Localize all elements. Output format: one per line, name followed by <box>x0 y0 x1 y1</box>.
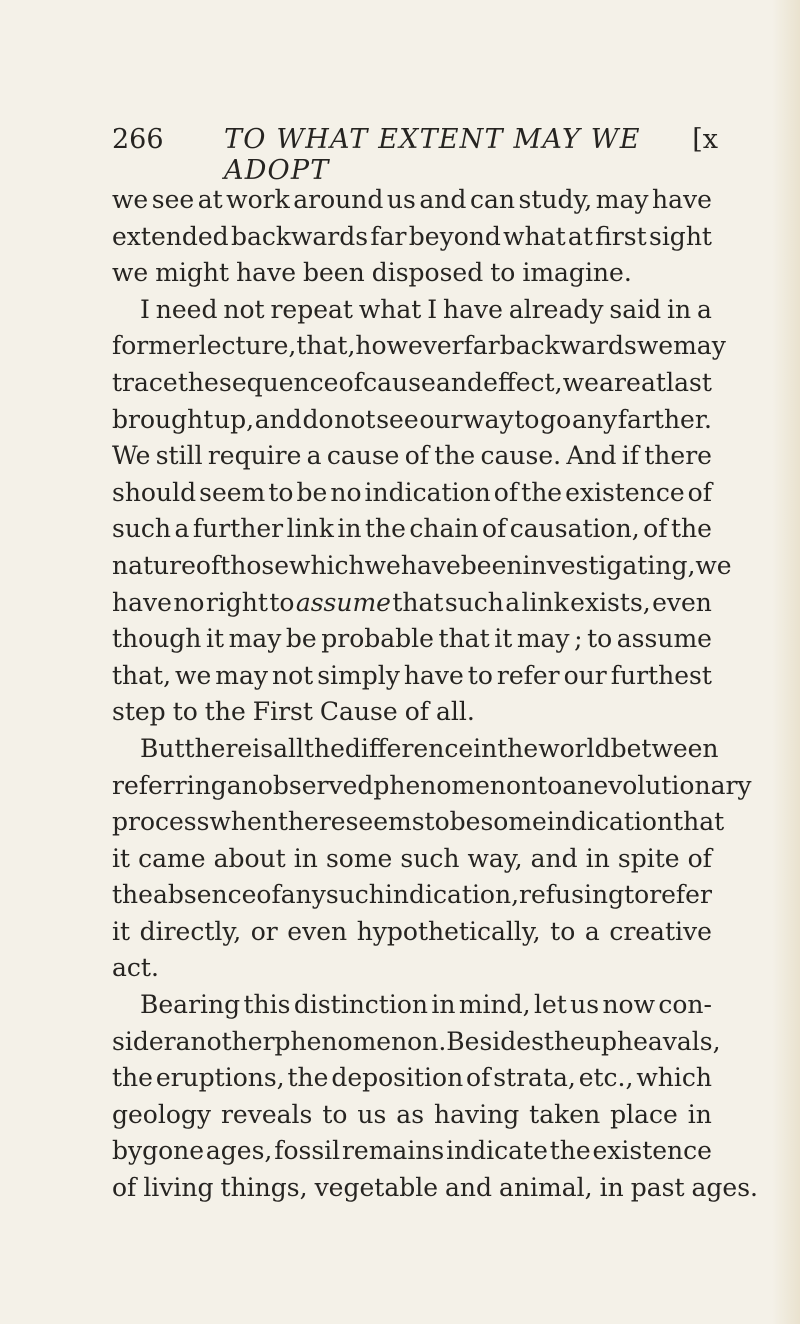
word: the <box>549 1136 591 1166</box>
text-line <box>112 621 712 658</box>
word: indicate <box>446 1136 548 1166</box>
word: of <box>466 1063 491 1093</box>
text-line <box>112 877 712 914</box>
word: First <box>252 697 313 727</box>
word: have <box>236 258 296 288</box>
word: we <box>364 550 401 580</box>
word: Cause <box>319 697 398 727</box>
word: that <box>392 587 444 617</box>
word: in <box>337 514 362 544</box>
word: those <box>220 550 290 580</box>
word: in <box>687 1099 712 1129</box>
word: cause <box>363 367 436 397</box>
word: of <box>643 514 668 544</box>
word: absence <box>152 880 257 910</box>
word: step <box>112 697 166 727</box>
word: study, <box>518 185 593 214</box>
word: such <box>325 880 385 910</box>
word: another <box>175 1026 275 1056</box>
word: con- <box>658 990 712 1020</box>
word: geology <box>112 1099 212 1129</box>
text-line <box>112 987 712 1024</box>
text-line <box>112 841 712 878</box>
word: far <box>370 221 407 251</box>
word: to <box>587 624 613 654</box>
word: that <box>673 807 725 837</box>
running-head <box>112 124 718 186</box>
text-line <box>112 219 712 256</box>
word: about <box>213 843 286 873</box>
word: may <box>215 660 268 690</box>
word: as <box>396 1099 425 1129</box>
word: require <box>207 441 302 471</box>
word: ; <box>574 624 583 654</box>
text-line <box>112 914 712 951</box>
word: there <box>644 441 712 471</box>
text-line <box>112 658 712 695</box>
word: such <box>112 514 172 544</box>
text-line <box>112 768 752 805</box>
section-marker: [x <box>692 124 718 155</box>
word: the <box>303 733 345 763</box>
word: the <box>204 697 246 727</box>
text-line <box>112 438 712 475</box>
word: to <box>467 660 493 690</box>
word: taken <box>529 1099 601 1129</box>
word: extended <box>112 221 229 251</box>
word: the <box>434 441 476 471</box>
word: we <box>562 367 599 397</box>
word: trace <box>112 367 178 397</box>
word: it <box>494 624 513 654</box>
text-line <box>112 475 712 512</box>
text-line <box>112 694 712 731</box>
word: and <box>254 404 302 434</box>
word: refer <box>496 660 560 690</box>
text-line <box>112 731 719 768</box>
word: having <box>433 1099 520 1129</box>
word: of <box>481 514 507 544</box>
word: of <box>404 697 429 727</box>
word: referring <box>112 770 227 800</box>
word: no <box>173 587 205 617</box>
word: should <box>112 477 197 507</box>
word: exists, <box>570 587 651 617</box>
word: see <box>151 185 195 214</box>
text-line <box>112 1060 712 1097</box>
word: that <box>438 624 490 654</box>
word: work <box>226 185 290 214</box>
text-line <box>112 1097 712 1134</box>
page-edge-shadow <box>772 0 800 1324</box>
word: up, <box>213 404 255 434</box>
text-line <box>112 182 712 219</box>
word: there <box>277 807 346 837</box>
word: the <box>112 1063 153 1093</box>
word: ages, <box>205 1136 273 1166</box>
word: repeat <box>270 294 353 324</box>
word: strata, <box>493 1063 576 1093</box>
word: have <box>442 294 503 324</box>
body-text <box>112 182 758 1207</box>
word: in <box>585 843 610 873</box>
word: between <box>610 733 719 763</box>
word: might <box>155 258 230 288</box>
word: be <box>285 624 317 654</box>
word: of <box>687 477 712 507</box>
word: sight <box>648 221 712 251</box>
word: us <box>386 185 416 214</box>
word: us <box>357 1099 387 1129</box>
word: at <box>197 185 223 214</box>
word: disposed <box>371 258 484 288</box>
word: such <box>400 843 460 873</box>
text-line <box>112 255 712 292</box>
word: this <box>243 990 291 1020</box>
word: investigating, <box>522 550 696 580</box>
word: link <box>286 514 334 544</box>
word: some <box>480 807 547 837</box>
word: probable <box>321 624 434 654</box>
word: need <box>155 294 218 324</box>
word: that, <box>296 331 356 361</box>
word: may <box>595 185 649 214</box>
word: refusing <box>519 880 625 910</box>
text-line <box>112 585 712 622</box>
word: the <box>112 880 153 910</box>
word: we <box>175 660 212 690</box>
word: in <box>667 294 692 324</box>
word: or <box>250 916 278 946</box>
word: any <box>280 880 326 910</box>
word: ages. <box>691 1173 758 1203</box>
text-line <box>112 292 712 329</box>
word: far <box>463 331 500 361</box>
word: nature <box>112 550 196 580</box>
word: not <box>271 660 314 690</box>
word: such <box>444 587 504 617</box>
word: the <box>287 1063 329 1093</box>
text-line <box>112 365 712 402</box>
word: deposition <box>331 1063 464 1093</box>
word: be <box>449 807 481 837</box>
word: eruptions, <box>155 1063 285 1093</box>
word: all <box>273 733 304 763</box>
word: farther. <box>617 404 712 434</box>
word: to <box>424 807 450 837</box>
text-line <box>112 548 732 585</box>
word: way <box>463 404 514 434</box>
word: living <box>143 1173 214 1203</box>
word: creative <box>609 916 712 946</box>
word: and <box>445 1173 493 1203</box>
word: which <box>636 1063 712 1093</box>
word: act. <box>112 953 159 983</box>
word: of <box>256 880 281 910</box>
word: an <box>226 770 258 800</box>
word: the <box>364 514 406 544</box>
word: at <box>567 221 593 251</box>
word: in <box>293 843 318 873</box>
word: world <box>538 733 611 763</box>
word: bygone <box>112 1136 205 1166</box>
word: Besides <box>446 1026 544 1056</box>
word: beyond <box>408 221 501 251</box>
word: to <box>490 258 516 288</box>
text-line <box>112 402 712 439</box>
word: We <box>112 441 151 471</box>
text-line <box>112 328 726 365</box>
word: may <box>673 331 726 361</box>
text-line <box>112 511 712 548</box>
word: to <box>537 770 563 800</box>
word: backwards <box>499 331 637 361</box>
word: have <box>403 660 464 690</box>
word: I <box>140 294 150 324</box>
word: to <box>172 697 198 727</box>
word: cause. <box>480 441 562 471</box>
word: to <box>624 880 650 910</box>
word: to <box>322 1099 348 1129</box>
word: etc., <box>578 1063 634 1093</box>
word: the <box>177 367 219 397</box>
word: in <box>431 990 456 1020</box>
text-line <box>112 1170 758 1207</box>
word: animal, <box>499 1173 593 1203</box>
word: came <box>138 843 206 873</box>
word: to <box>550 916 576 946</box>
word: a <box>584 916 600 946</box>
word: the <box>543 1026 585 1056</box>
word: can <box>469 185 515 214</box>
word: there <box>184 733 253 763</box>
word: directly, <box>139 916 242 946</box>
word: the <box>521 477 563 507</box>
word: to <box>268 477 294 507</box>
word: backwards <box>230 221 369 251</box>
word: and <box>530 843 578 873</box>
word: But <box>140 733 185 763</box>
word: sequence <box>219 367 339 397</box>
word: phenomenon <box>373 770 538 800</box>
word: that, <box>112 660 172 690</box>
word: now <box>602 990 656 1020</box>
word: I <box>427 294 438 324</box>
word: vegetable <box>314 1173 439 1203</box>
word: place <box>610 1099 678 1129</box>
word: some <box>325 843 393 873</box>
word: of <box>404 441 430 471</box>
word: an <box>562 770 594 800</box>
running-title: TO WHAT EXTENT MAY WE ADOPT <box>224 124 641 186</box>
word: see <box>376 404 419 434</box>
text-line <box>112 1024 721 1061</box>
word: Bearing <box>140 990 241 1020</box>
word: said <box>609 294 662 324</box>
word: reveals <box>220 1099 313 1129</box>
word: sider <box>112 1026 176 1056</box>
word: hypothetically, <box>356 916 541 946</box>
word: even <box>287 916 348 946</box>
word: a <box>306 441 322 471</box>
word: of <box>195 550 221 580</box>
word: been <box>460 550 523 580</box>
word: phenomenon. <box>274 1026 447 1056</box>
word: a <box>697 294 712 324</box>
word: us <box>570 990 600 1020</box>
word: chain <box>409 514 479 544</box>
word: our <box>419 404 463 434</box>
word: simply <box>317 660 400 690</box>
word: furthest <box>610 660 712 690</box>
word: a <box>174 514 190 544</box>
word: in <box>599 1173 624 1203</box>
word: evolutionary <box>593 770 752 800</box>
word: assume <box>616 624 712 654</box>
word: of <box>687 843 712 873</box>
word: way, <box>467 843 523 873</box>
word: not <box>223 294 265 324</box>
text-line <box>112 950 712 987</box>
word: imagine. <box>522 258 632 288</box>
word: of <box>112 1173 137 1203</box>
word: to <box>269 587 295 617</box>
word: mind, <box>458 990 531 1020</box>
word: of <box>338 367 363 397</box>
word: cause <box>326 441 400 471</box>
text-line <box>112 1133 712 1170</box>
word: process <box>112 807 210 837</box>
word: remains <box>341 1136 445 1166</box>
word: things, <box>220 1173 308 1203</box>
word: though <box>112 624 202 654</box>
text-line <box>112 804 725 841</box>
word: if <box>621 441 639 471</box>
word: observed <box>257 770 374 800</box>
word: when <box>209 807 278 837</box>
word: existence <box>592 1136 712 1166</box>
word: all. <box>436 697 475 727</box>
word: past <box>630 1173 685 1203</box>
word: be <box>296 477 328 507</box>
word: what <box>503 221 566 251</box>
word: former <box>112 331 199 361</box>
word: to <box>514 404 540 434</box>
word: do <box>302 404 334 434</box>
word: of <box>493 477 519 507</box>
word: the <box>497 733 539 763</box>
word: first <box>595 221 647 251</box>
word: not <box>334 404 376 434</box>
word: are <box>599 367 641 397</box>
word: may <box>516 624 570 654</box>
word: causation, <box>509 514 640 544</box>
word: effect, <box>483 367 563 397</box>
word: still <box>155 441 203 471</box>
page-number: 266 <box>112 124 164 155</box>
word: distinction <box>293 990 428 1020</box>
word: been <box>303 258 365 288</box>
word: indication <box>546 807 674 837</box>
word: we <box>636 331 674 361</box>
word: indication, <box>384 880 520 910</box>
word: seem <box>199 477 266 507</box>
word: link <box>521 587 569 617</box>
word: seems <box>345 807 425 837</box>
word: any <box>571 404 618 434</box>
word: it <box>112 916 131 946</box>
word: already <box>508 294 604 324</box>
word: it <box>112 843 131 873</box>
word: difference <box>344 733 474 763</box>
word: our <box>563 660 607 690</box>
word: spite <box>617 843 680 873</box>
word: assume <box>295 587 391 617</box>
word: around <box>293 185 384 214</box>
word: a <box>505 587 521 617</box>
word: and <box>435 367 483 397</box>
word: no <box>330 477 362 507</box>
word: the <box>670 514 712 544</box>
word: we <box>112 185 149 214</box>
word: fossil <box>274 1136 341 1166</box>
word: further <box>192 514 284 544</box>
word: have <box>652 185 712 214</box>
word: even <box>652 587 712 617</box>
word: lecture, <box>198 331 297 361</box>
word: last <box>666 367 712 397</box>
word: go <box>540 404 572 434</box>
word: refer <box>649 880 712 910</box>
word: And <box>566 441 617 471</box>
word: existence <box>565 477 685 507</box>
word: in <box>473 733 498 763</box>
word: and <box>419 185 467 214</box>
word: let <box>533 990 567 1020</box>
word: upheavals, <box>584 1026 721 1056</box>
word: it <box>205 624 225 654</box>
word: brought <box>112 404 214 434</box>
word: we <box>112 258 149 288</box>
word: have <box>400 550 461 580</box>
word: have <box>112 587 172 617</box>
word: at <box>640 367 666 397</box>
word: however <box>355 331 464 361</box>
word: may <box>228 624 282 654</box>
word: indication <box>364 477 491 507</box>
word: right <box>205 587 268 617</box>
word: is <box>252 733 274 763</box>
word: which <box>289 550 365 580</box>
word: what <box>358 294 422 324</box>
word: we <box>695 550 732 580</box>
